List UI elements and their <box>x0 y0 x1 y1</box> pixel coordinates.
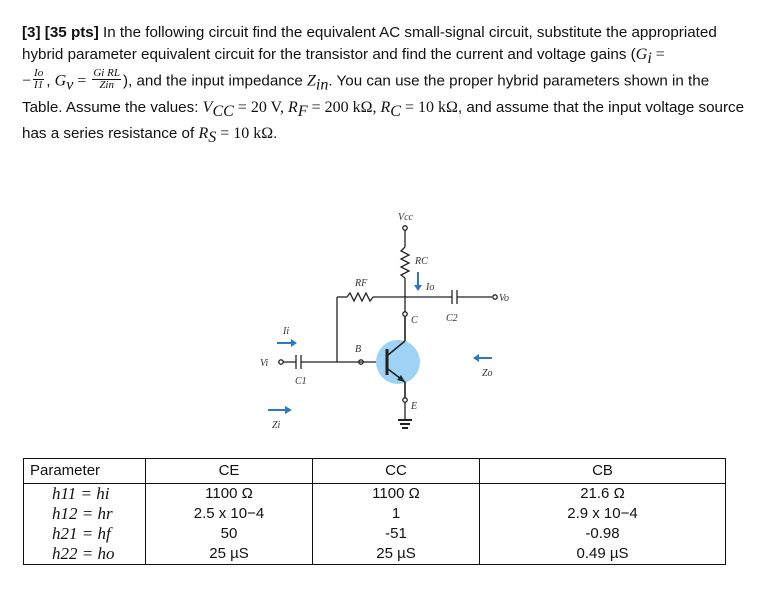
vi-label: Vi <box>260 358 269 369</box>
problem-line4: , and assume that the input voltage source has a series resistance of <box>22 98 745 142</box>
minus-sign: − <box>22 72 32 90</box>
h12-ce: 2.5 x 10−4 <box>146 504 313 524</box>
header-ce: CE <box>146 459 313 484</box>
c-node-label: C <box>411 315 418 326</box>
e-node-label: E <box>411 401 418 412</box>
problem-line3: . You can use the proper hybrid parameters shown in the Table. Assume the values: <box>22 72 710 116</box>
h11-ce: 1100 Ω <box>146 484 313 505</box>
problem-number: [3] <box>22 24 41 41</box>
vcc-symbol: V <box>202 98 213 116</box>
gi-subscript: i <box>647 50 652 68</box>
c-node-dot <box>403 312 407 316</box>
vcc-subscript: CC <box>212 102 234 120</box>
h11-cb: 21.6 Ω <box>480 484 726 505</box>
ii-label: Ii <box>283 326 290 337</box>
table-row <box>24 504 726 524</box>
problem-period: . <box>273 124 278 142</box>
gi-equals: = <box>651 46 665 63</box>
h22-ce: 25 µS <box>146 544 313 565</box>
h21-cb: -0.98 <box>480 524 726 544</box>
frac2-numerator: Gi RL <box>93 67 120 80</box>
rc-subscript: C <box>390 102 401 120</box>
e-node-dot <box>403 398 407 402</box>
rs-subscript: S <box>208 128 217 146</box>
problem-points: [35 pts] <box>44 24 99 41</box>
gi-symbol: G <box>635 46 648 63</box>
rc-resistor <box>401 247 409 278</box>
frac2-denominator: Zin <box>99 79 114 92</box>
h22-cc: 25 µS <box>313 544 480 565</box>
zo-arrow-head <box>473 354 479 362</box>
gv-equals: = <box>73 72 91 90</box>
zi-label: Zi <box>272 420 281 431</box>
c1-label: C1 <box>295 376 307 387</box>
zo-label: Zo <box>482 368 493 379</box>
gv-symbol: G <box>54 72 67 90</box>
rf-label: RF <box>355 278 368 289</box>
param-h12: h12 = hr <box>24 504 146 524</box>
h11-cc: 1100 Ω <box>313 484 480 505</box>
vcc-value: = 20 V, <box>233 98 289 116</box>
zin-symbol: Z <box>307 72 316 90</box>
header-cb: CB <box>480 459 726 484</box>
rf-symbol: R <box>288 98 298 116</box>
vo-terminal <box>493 295 497 299</box>
gv-subscript: v <box>66 76 74 94</box>
h22-cb: 0.49 µS <box>480 544 726 565</box>
vi-terminal <box>279 360 283 364</box>
vcc-terminal <box>403 226 407 230</box>
vo-label: Vo <box>499 293 509 304</box>
rf-subscript: F <box>297 102 308 120</box>
param-h21: h21 = hf <box>24 524 146 544</box>
zi-arrow-head <box>285 406 292 414</box>
h21-cc: -51 <box>313 524 480 544</box>
problem-line1: In the following circuit find the equivalent AC small-signal circuit, substitute the appropriated hybrid parameter equivalent circuit for the transistor and find the current and voltage gains ( <box>22 24 717 63</box>
zin-subscript: in <box>315 76 329 94</box>
h21-ce: 50 <box>146 524 313 544</box>
rs-symbol: R <box>198 124 209 142</box>
io-label: Io <box>426 282 435 293</box>
rf-resistor <box>347 293 373 301</box>
io-arrow-head <box>414 285 422 291</box>
rc-label: RC <box>415 256 428 267</box>
c2-label: C2 <box>446 313 458 324</box>
table-row <box>24 484 726 505</box>
h12-cb: 2.9 x 10−4 <box>480 504 726 524</box>
ii-arrow-head <box>291 339 297 347</box>
hybrid-parameter-table <box>23 458 726 565</box>
rf-value: = 200 kΩ, <box>307 98 381 116</box>
frac1-denominator: I1 <box>34 79 44 92</box>
vcc-label: Vcc <box>398 212 413 223</box>
table-row <box>24 544 726 565</box>
problem-text: [3] [35 pts] In the following circuit find the equivalent AC small-signal circuit, substitute the appropriated hybrid parameter equivalent circuit for the transistor and find the current and voltage gains ($G_i$ = − $\frac{Io}{I1}$ , $G_v$ = $\frac{\text{Gi RL}}{\text{Zin}}$ ), and the input impedance $Z_{in}$. You can use the proper hybrid parameters shown in the Table. Assume the values: $V_{CC} = 20$ V, $R_F = 200$ kΩ, $R_C = 10$ kΩ, and assume that the input voltage source has a series resistance of $R_S = 10$ kΩ. <box>22 24 745 146</box>
b-node-label: B <box>355 344 362 355</box>
rs-value: = 10 kΩ <box>216 124 274 142</box>
rc-symbol: R <box>380 98 391 116</box>
table-header-row <box>24 459 726 484</box>
param-h11: h11 = hi <box>24 484 146 505</box>
param-h22: h22 = ho <box>24 544 146 565</box>
header-parameter: Parameter <box>24 459 146 484</box>
problem-line2: ), and the input impedance <box>122 72 308 90</box>
header-cc: CC <box>313 459 480 484</box>
table-row <box>24 524 726 544</box>
rc-value: = 10 kΩ <box>400 98 458 116</box>
frac1-numerator: Io <box>34 67 44 80</box>
h12-cc: 1 <box>313 504 480 524</box>
